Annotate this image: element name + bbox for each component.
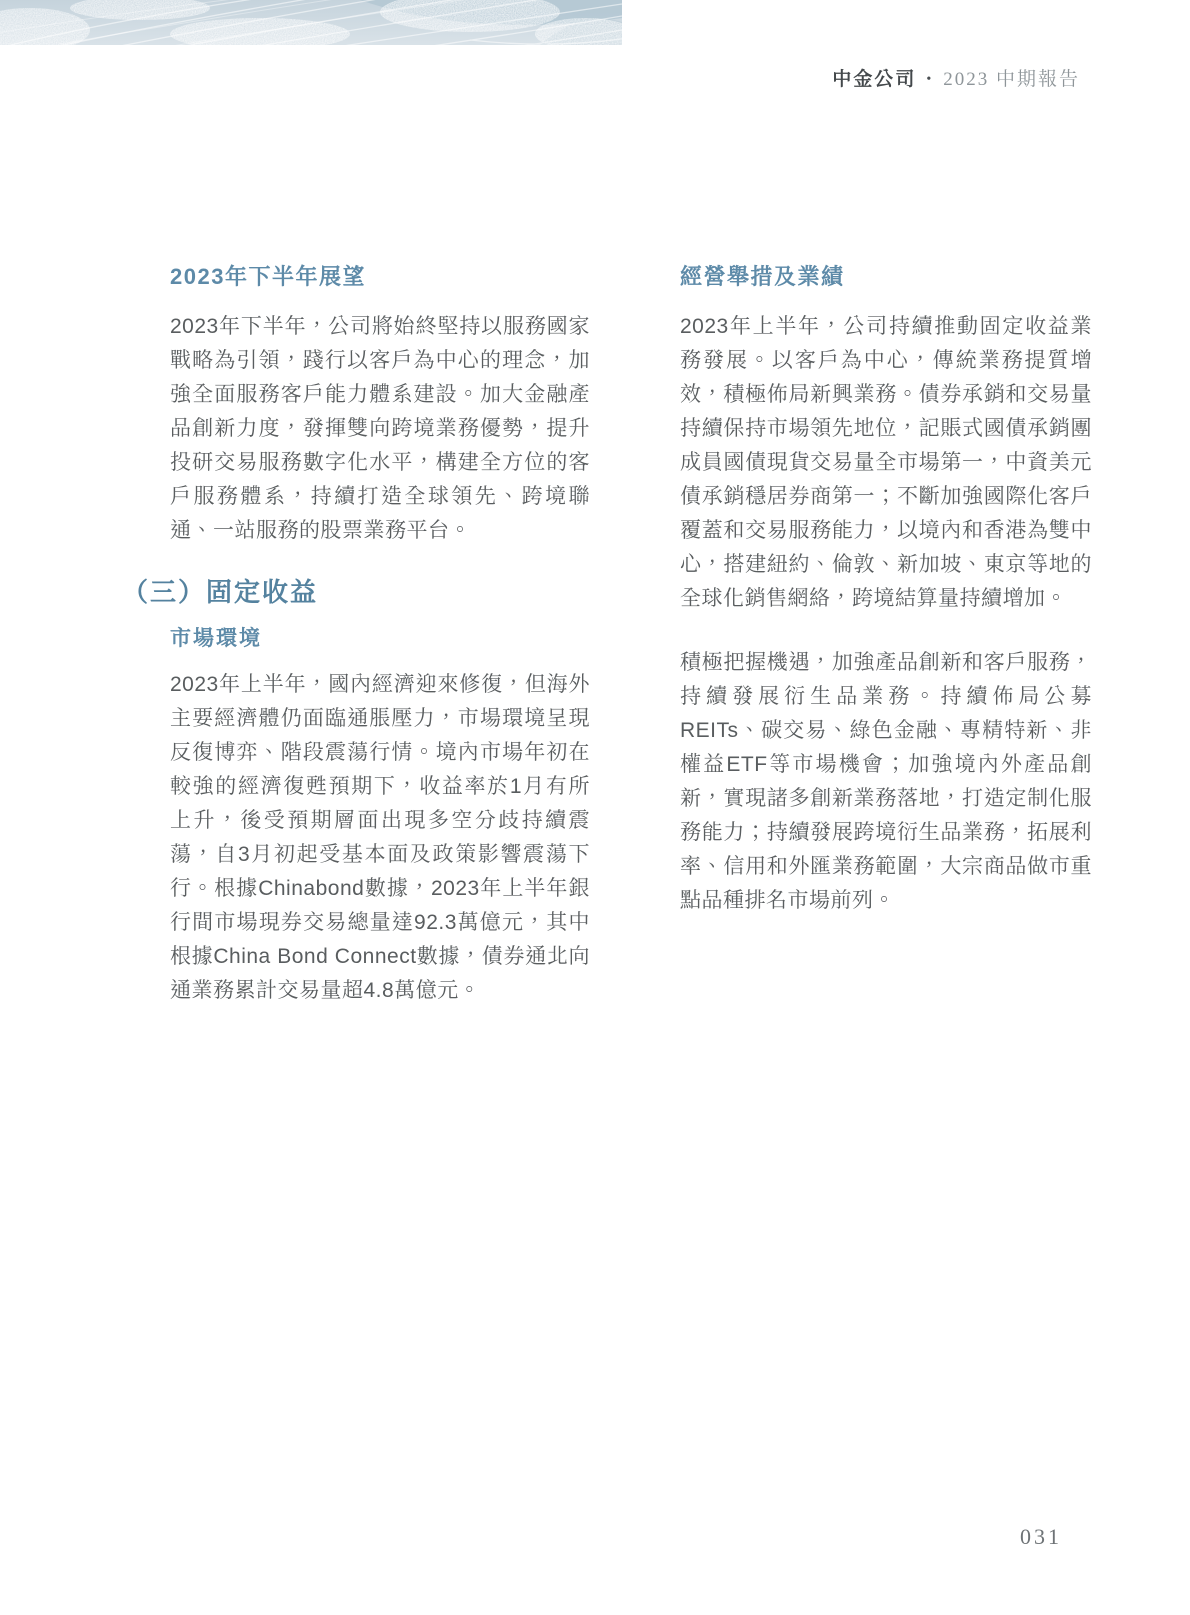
outlook-heading-text: 年下半年展望	[224, 264, 366, 289]
operations-paragraph-1: 2023年上半年，公司持續推動固定收益業務發展。以客戶為中心，傳統業務提質增效，積極佈局新興業務。債券承銷和交易量持續保持市場領先地位，記賬式國債承銷團成員國債現貨交易量全市場第一，中資美元債承銷穩居券商第一；不斷加強國際化客戶覆蓋和交易服務能力，以境內和香港為雙中心，搭建紐約、倫敦、新加坡、東京等地的全球化銷售網絡，跨境結算量持續增加。	[680, 315, 1092, 610]
running-header	[832, 64, 1080, 91]
left-column	[122, 262, 590, 1008]
operations-paragraph-2: 積極把握機遇，加強產品創新和客戶服務，持續發展衍生品業務。持續佈局公募REITs、碳交易、綠色金融、專精特新、非權益ETF等市場機會；加強境內外產品創新，實現諸多創新業務落地，打造定制化服務能力；持續發展跨境衍生品業務，拓展利率、信用和外匯業務範圍，大宗商品做市重點品種排名市場前列。	[680, 651, 1092, 912]
operations-heading: 經營舉措及業績	[680, 264, 845, 289]
fixed-income-section-heading: （三）固定收益	[122, 577, 319, 607]
outlook-heading-year: 2023	[170, 264, 225, 289]
decorative-banner	[0, 0, 622, 45]
outlook-heading	[170, 262, 590, 292]
market-environment-subheading: 市場環境	[170, 627, 262, 650]
company-name: 中金公司	[832, 69, 917, 90]
separator-dot-icon: •	[926, 72, 934, 87]
outlook-paragraph: 2023年下半年，公司將始終堅持以服務國家戰略為引領，踐行以客戶為中心的理念，加強全面服務客戶能力體系建設。加大金融產品創新力度，發揮雙向跨境業務優勢，提升投研交易服務數字化水平，構建全方位的客戶服務體系，持續打造全球領先、跨境聯通、一站服務的股票業務平台。	[170, 315, 590, 542]
banner-texture-graphic	[0, 0, 622, 45]
page-number: 031	[1020, 1524, 1062, 1549]
market-environment-paragraph: 2023年上半年，國內經濟迎來修復，但海外主要經濟體仍面臨通脹壓力，市場環境呈現反復博弈、階段震蕩行情。境內市場年初在較強的經濟復甦預期下，收益率於1月有所上升，後受預期層面出現多空分歧持續震蕩，自3月初起受基本面及政策影響震蕩下行。根據Chinabond數據，2023年上半年銀行間市場現券交易總量達92.3萬億元，其中根據China Bond Connect數據，債券通北向通業務累計交易量超4.8萬億元。	[170, 673, 590, 1002]
right-column	[680, 262, 1092, 918]
report-title: 2023 中期報告	[943, 69, 1080, 90]
